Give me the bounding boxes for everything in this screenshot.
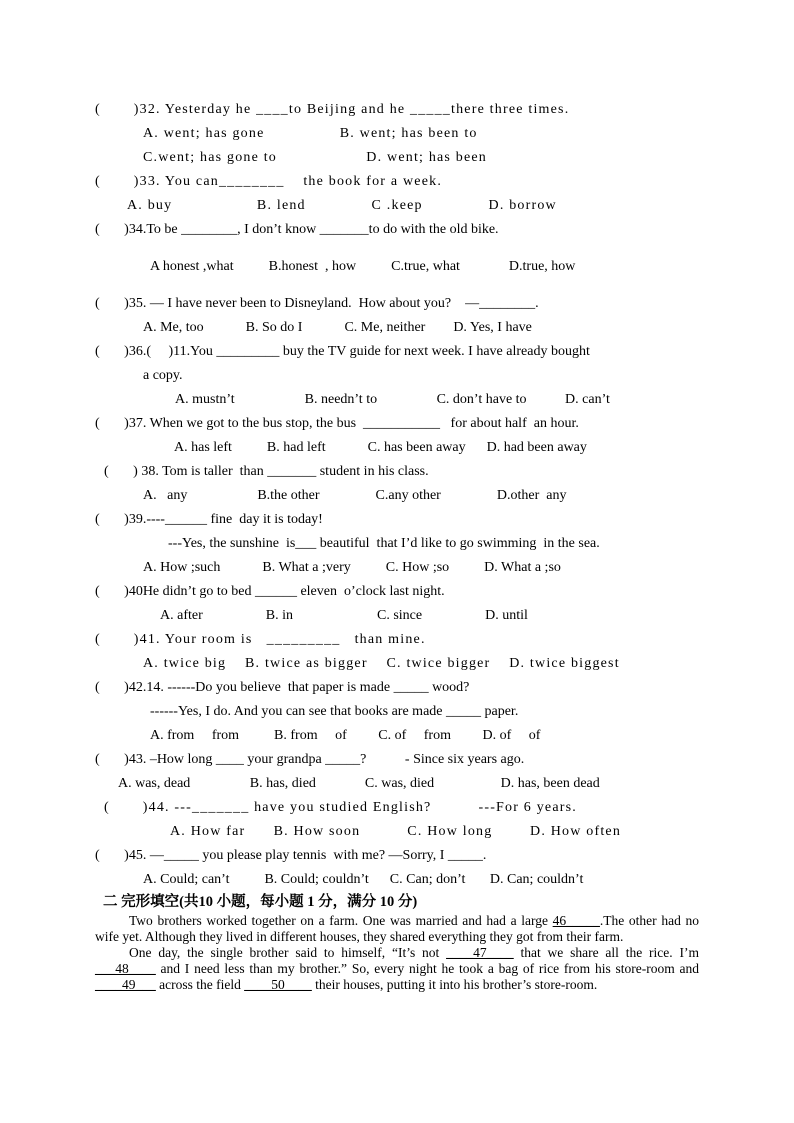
- q34-options: A honest ,what B.honest , how C.true, what D.true, how: [150, 259, 576, 274]
- p2-text-d: across the field: [155, 977, 245, 992]
- cloze-passage: [95, 913, 699, 993]
- q40-options: A. after B. in C. since D. until: [160, 608, 528, 623]
- q43-options: A. was, dead B. has, died C. was, died D. has, been dead: [118, 776, 600, 791]
- q32-options-line2: C.went; has gone to D. went; has been: [143, 150, 488, 165]
- q40-stem: ( )40He didn’t go to bed ______ eleven o’clock last night.: [95, 584, 445, 599]
- p1-text-a: Two brothers worked together on a farm. One was married and had a large: [129, 913, 553, 928]
- q42-options: A. from from B. from of C. of from D. of of: [150, 728, 541, 743]
- q32-stem: ( )32. Yesterday he ____to Beijing and he _____there three times.: [95, 102, 570, 117]
- q36-continuation: a copy.: [143, 368, 183, 383]
- p2-text-e: their houses, putting it into his brother’s store-room.: [311, 977, 598, 992]
- q38-stem: ( ) 38. Tom is taller than _______ student in his class.: [104, 464, 429, 479]
- q38-options: A. any B.the other C.any other D.other any: [143, 488, 567, 503]
- q43-stem: ( )43. –How long ____ your grandpa _____? - Since six years ago.: [95, 752, 525, 767]
- blank-50[interactable]: ____50____: [244, 977, 312, 992]
- q33-stem: ( )33. You can________ the book for a week.: [95, 174, 443, 189]
- q35-options: A. Me, too B. So do I C. Me, neither D. Yes, I have: [143, 320, 532, 335]
- section-title-cloze: 二 完形填空(共10 小题，每小题 1 分，满分 10 分): [103, 894, 418, 910]
- q39-options: A. How ;such B. What a ;very C. How ;so D. What a ;so: [143, 560, 561, 575]
- q36-stem: ( )36.( )11.You _________ buy the TV guide for next week. I have already bought: [95, 344, 590, 359]
- q32-options-line1: A. went; has gone B. went; has been to: [143, 126, 478, 141]
- q41-options: A. twice big B. twice as bigger C. twice bigger D. twice biggest: [143, 656, 620, 671]
- p1-text-b: .The other had no wife yet. Although they lived in different houses, they shared everything they got from their farm.: [95, 913, 699, 944]
- cloze-paragraph-2: [95, 945, 699, 993]
- p2-text-c: and I need less than my brother.” So, every night he took a bag of rice from his store-room and: [155, 961, 699, 976]
- q34-stem: ( )34.To be ________, I don’t know _______to do with the old bike.: [95, 222, 499, 237]
- q36-options: A. mustn’t B. needn’t to C. don’t have to D. can’t: [175, 392, 610, 407]
- q42-stem: ( )42.14. ------Do you believe that paper is made _____ wood?: [95, 680, 470, 695]
- q42-continuation: ------Yes, I do. And you can see that books are made _____ paper.: [150, 704, 519, 719]
- blank-49[interactable]: ____49___: [95, 977, 156, 992]
- q41-stem: ( )41. Your room is _________ than mine.: [95, 632, 426, 647]
- blank-48[interactable]: ___48____: [95, 961, 156, 976]
- q39-continuation: ---Yes, the sunshine is___ beautiful that I’d like to go swimming in the sea.: [168, 536, 600, 551]
- q39-stem: ( )39.----______ fine day it is today!: [95, 512, 323, 527]
- cloze-paragraph-1: [95, 913, 699, 945]
- q45-options: A. Could; can’t B. Could; couldn’t C. Can; don’t D. Can; couldn’t: [143, 872, 584, 887]
- q44-options: A. How far B. How soon C. How long D. How often: [170, 824, 622, 839]
- q44-stem: ( )44. ---_______ have you studied English? ---For 6 years.: [104, 800, 577, 815]
- q45-stem: ( )45. —_____ you please play tennis with me? —Sorry, I _____.: [95, 848, 487, 863]
- blank-46[interactable]: 46_____: [552, 913, 600, 928]
- q35-stem: ( )35. — I have never been to Disneyland. How about you? —________.: [95, 296, 539, 311]
- q33-options: A. buy B. lend C .keep D. borrow: [127, 198, 557, 213]
- p2-text-a: One day, the single brother said to himself, “It’s not: [129, 945, 447, 960]
- q37-stem: ( )37. When we got to the bus stop, the bus ___________ for about half an hour.: [95, 416, 579, 431]
- q37-options: A. has left B. had left C. has been away D. had been away: [174, 440, 587, 455]
- blank-47[interactable]: ____47____: [446, 945, 514, 960]
- p2-text-b: that we share all the rice. I’m: [513, 945, 699, 960]
